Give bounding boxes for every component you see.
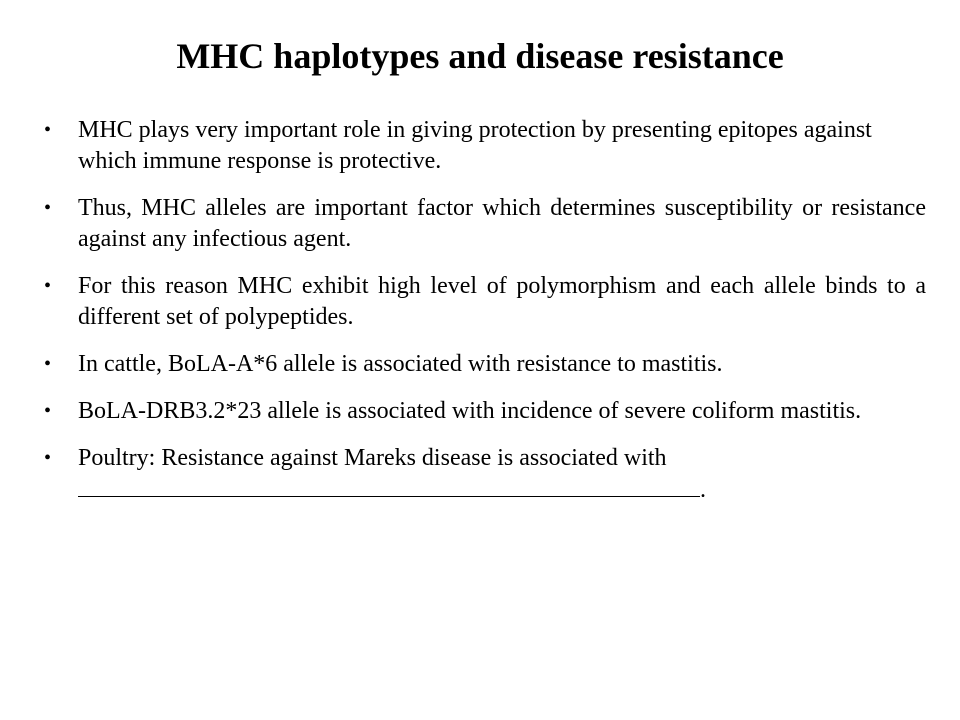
fill-in-blank-line — [78, 474, 700, 497]
bullet-item — [44, 443, 926, 506]
slide-title: MHC haplotypes and disease resistance — [176, 36, 784, 76]
bullet-item — [44, 115, 926, 177]
bullet-dot-icon: • — [44, 353, 52, 375]
bullet-dot-icon: • — [44, 447, 52, 469]
bullet-text: Thus, MHC alleles are important factor which determines susceptibility or resistance against any infectious agent. — [78, 195, 926, 252]
bullet-list — [44, 115, 926, 522]
bullet-text: For this reason MHC exhibit high level of polymorphism and each allele binds to a different set of polypeptides. — [78, 273, 926, 330]
bullet-dot-icon: • — [44, 275, 52, 297]
bullet-dot-icon: • — [44, 197, 52, 219]
bullet-item — [44, 349, 926, 380]
bullet-item — [44, 271, 926, 333]
bullet-item — [44, 396, 926, 427]
bullet-text: BoLA-DRB3.2*23 allele is associated with incidence of severe coliform mastitis. — [78, 398, 862, 424]
bullet-text: MHC plays very important role in giving protection by presenting epitopes against which immune response is protective. — [78, 117, 872, 174]
bullet-dot-icon: • — [44, 119, 52, 141]
bullet-item — [44, 193, 926, 255]
bullet-text: Poultry: Resistance against Mareks disease is associated with — [78, 445, 667, 471]
bullet-text: In cattle, BoLA-A*6 allele is associated with resistance to mastitis. — [78, 351, 723, 377]
bullet-dot-icon: • — [44, 400, 52, 422]
blank-suffix: . — [700, 477, 706, 503]
